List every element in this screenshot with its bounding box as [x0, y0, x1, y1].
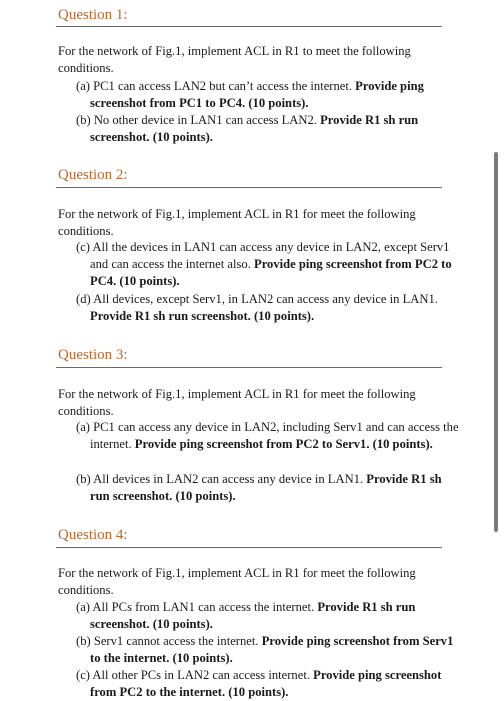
item-deliverable: Provide ping screenshot from Serv1 to the internet. (10 points).: [90, 634, 454, 665]
question-2-item-d: [76, 291, 460, 325]
item-deliverable: Provide ping screenshot from PC2 to PC4. (10 points).: [90, 257, 452, 288]
item-text: (a) All PCs from LAN1 can access the internet.: [76, 600, 318, 614]
item-deliverable: Provide R1 sh run screenshot. (10 points).: [90, 309, 315, 323]
vertical-scrollbar[interactable]: [494, 152, 498, 532]
question-4-item-a: [76, 599, 460, 633]
item-text: (a) PC1 can access any device in LAN2, including Serv1 and can access the internet.: [76, 420, 459, 451]
question-2-title: Question 2:: [58, 167, 128, 183]
question-3-item-b: [76, 471, 460, 505]
question-2-item-c: [76, 239, 460, 290]
question-3-item-a: [76, 419, 460, 453]
question-4-item-b: [76, 633, 460, 667]
item-deliverable: Provide ping screenshot from PC2 to Serv1. (10 points).: [134, 437, 433, 451]
item-deliverable: Provide ping screenshot from PC1 to PC4. (10 points).: [90, 79, 424, 110]
question-3-divider: [56, 367, 442, 368]
question-2-divider: [56, 187, 442, 188]
item-text: (c) All other PCs in LAN2 can access internet.: [76, 668, 314, 682]
question-2-intro: For the network of Fig.1, implement ACL in R1 for meet the following conditions.: [58, 207, 416, 238]
question-1-intro: For the network of Fig.1, implement ACL in R1 to meet the following conditions.: [58, 44, 411, 75]
item-deliverable: Provide R1 sh run screenshot. (10 points).: [90, 113, 419, 144]
question-1-item-a: [76, 78, 460, 112]
question-1-item-b: [76, 112, 460, 146]
question-1-divider: [56, 26, 442, 27]
item-text: (b) Serv1 cannot access the internet.: [76, 634, 262, 648]
item-deliverable: Provide R1 sh run screenshot. (10 points).: [90, 600, 416, 631]
question-3-title: Question 3:: [58, 347, 128, 363]
question-4-title: Question 4:: [58, 527, 128, 543]
question-4-divider: [56, 547, 442, 548]
item-text: (b) All devices in LAN2 can access any device in LAN1.: [76, 472, 367, 486]
item-text: (c) All the devices in LAN1 can access any device in LAN2, except Serv1 and can access the internet also.: [76, 240, 450, 271]
item-deliverable: Provide R1 sh run screenshot. (10 points).: [90, 472, 442, 503]
question-3-intro: For the network of Fig.1, implement ACL in R1 for meet the following conditions.: [58, 387, 416, 418]
question-1-title: Question 1:: [58, 7, 128, 23]
question-4-item-c: [76, 667, 460, 701]
item-text: (d) All devices, except Serv1, in LAN2 can access any device in LAN1.: [76, 292, 438, 306]
item-text: (a) PC1 can access LAN2 but can’t access the internet.: [76, 79, 356, 93]
item-deliverable: Provide ping screenshot from PC2 to the internet. (10 points).: [90, 668, 442, 699]
item-text: (b) No other device in LAN1 can access LAN2.: [76, 113, 321, 127]
question-4-intro: For the network of Fig.1, implement ACL in R1 for meet the following conditions.: [58, 566, 416, 597]
